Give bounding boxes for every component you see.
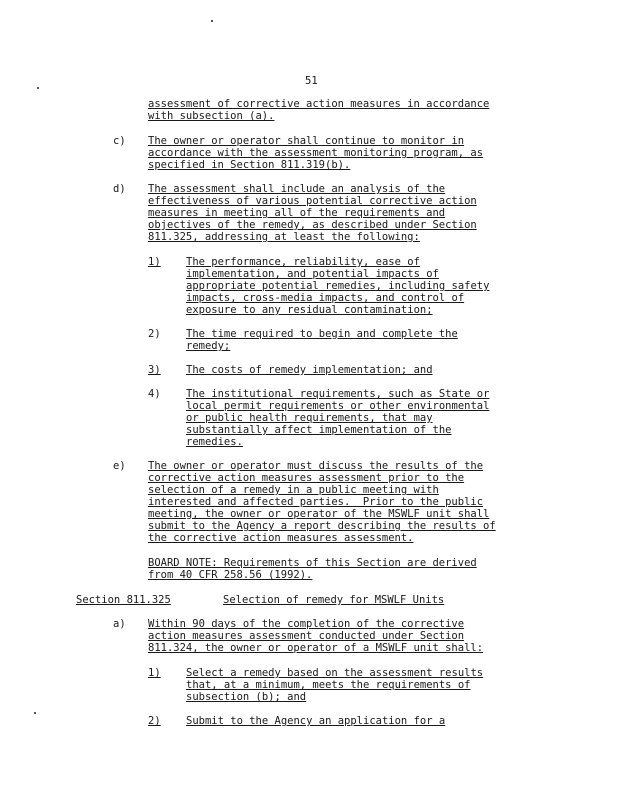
text-line: action measures assessment conducted under Section [148,630,465,642]
item-e-label: e) [113,460,126,472]
text-line: implementation, and potential impacts of [186,268,439,280]
text-line: 811.324, the owner or operator of a MSWLF unit shall: [148,642,484,654]
item-c-paragraph [148,135,483,171]
text-line: interested and affected parties. Prior to the public [148,496,484,508]
item-d-2-label: 2) [148,328,161,340]
text-line: with subsection (a). [148,110,275,122]
item-d-paragraph [148,183,477,243]
text-line: Submit to the Agency an application for a [186,715,446,727]
text-line: selection of a remedy in a public meeting with [148,484,439,496]
text-line: local permit requirements or other environmental [186,400,490,412]
text-line: The time required to begin and complete the [186,328,458,340]
text-line: The assessment shall include an analysis of the [148,183,446,195]
text-line: from 40 CFR 258.56 (1992). [148,569,313,581]
text-line: remedies. [186,436,243,448]
item-d-1-paragraph [186,256,489,316]
text-line: that, at a minimum, meets the requirements of [186,679,471,691]
text-line: 811.325, addressing at least the following: [148,231,420,243]
text-line: corrective action measures assessment prior to the [148,472,465,484]
section-number: Section 811.325 [76,594,171,606]
text-line: effectiveness of various potential corrective action [148,195,477,207]
text-line: remedy; [186,340,231,352]
item-a-2-paragraph [186,715,445,727]
item-d-2-paragraph [186,328,458,352]
text-line: The performance, reliability, ease of [186,256,420,268]
item-d-3-paragraph [186,364,433,376]
text-line: measures in meeting all of the requirements and [148,207,446,219]
text-line: specified in Section 811.319(b). [148,159,351,171]
item-a-paragraph [148,618,483,654]
text-line: The owner or operator must discuss the results of the [148,460,484,472]
item-a-1-paragraph [186,667,483,703]
item-a-2-label: 2) [148,715,161,727]
text-line: exposure to any residual contamination; [186,304,433,316]
scan-speck [34,712,36,714]
text-line: the corrective action measures assessment. [148,532,414,544]
text-line: objectives of the remedy, as described under Section [148,219,477,231]
text-line: The owner or operator shall continue to monitor in [148,135,465,147]
text-line: impacts, cross-media impacts, and control of [186,292,465,304]
item-d-label: d) [113,183,126,195]
text-line: or public health requirements, that may [186,412,433,424]
scan-speck [37,87,39,89]
text-line: submit to the Agency a report describing the results of [148,520,496,532]
text-line: Within 90 days of the completion of the corrective [148,618,465,630]
page-number: 51 [305,75,318,87]
section-title: Selection of remedy for MSWLF Units [223,594,445,606]
text-line: The institutional requirements, such as State or [186,388,490,400]
text-line: accordance with the assessment monitoring program, as [148,147,484,159]
scan-speck [211,20,213,22]
item-d-3-label: 3) [148,364,161,376]
text-line: BOARD NOTE: Requirements of this Section are derived [148,557,477,569]
text-line: assessment of corrective action measures in accordance [148,98,490,110]
item-a-label: a) [113,618,126,630]
text-line: The costs of remedy implementation; and [186,364,433,376]
text-line: appropriate potential remedies, including safety [186,280,490,292]
item-c-label: c) [113,135,126,147]
text-line: meeting, the owner or operator of the MSWLF unit shall [148,508,490,520]
item-d-1-label: 1) [148,256,161,268]
item-a-1-label: 1) [148,667,161,679]
intro-paragraph [148,98,489,122]
text-line: substantially affect implementation of the [186,424,452,436]
item-d-4-label: 4) [148,388,161,400]
board-note [148,557,477,581]
item-e-paragraph [148,460,496,544]
text-line: Select a remedy based on the assessment results [186,667,484,679]
item-d-4-paragraph [186,388,489,448]
text-line: subsection (b); and [186,691,307,703]
